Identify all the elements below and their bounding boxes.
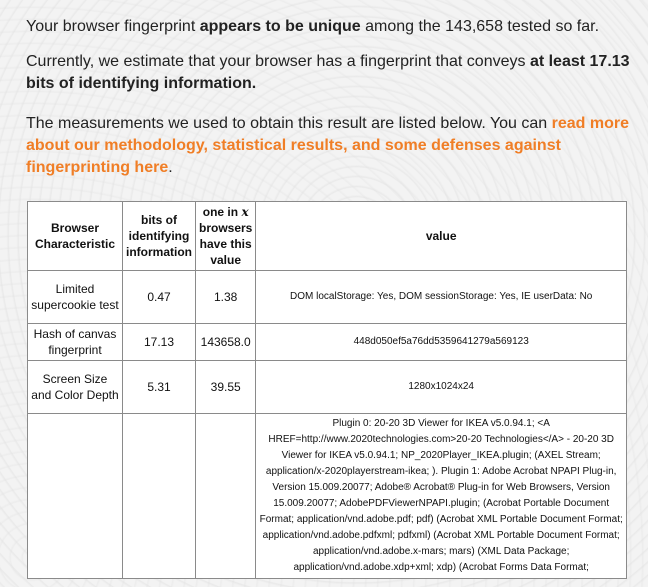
bits-paragraph <box>26 51 632 95</box>
header-one-in-x <box>196 202 256 271</box>
row-one-in <box>196 414 256 579</box>
p1-text-after: among the 143,658 tested so far. <box>360 18 600 35</box>
header-one-in-suffix: browsers have this value <box>199 221 253 267</box>
row-characteristic: Hash of canvas fingerprint <box>28 324 123 361</box>
row-value: DOM localStorage: Yes, DOM sessionStorage: Yes, IE userData: No <box>256 271 627 324</box>
row-one-in: 143658.0 <box>196 324 256 361</box>
header-row <box>28 202 627 271</box>
header-bits: bits of identifying information <box>123 202 196 271</box>
header-one-in-prefix: one in <box>202 205 242 219</box>
p3-text-after: . <box>168 159 173 176</box>
row-one-in: 39.55 <box>196 361 256 414</box>
row-bits: 0.47 <box>123 271 196 324</box>
row-bits <box>123 414 196 579</box>
table-body <box>28 271 627 579</box>
p2-text-before: Currently, we estimate that your browser has a fingerprint that conveys <box>26 53 530 70</box>
table-header <box>28 202 627 271</box>
table-row <box>28 271 627 324</box>
row-characteristic <box>28 414 123 579</box>
p3-text-before: The measurements we used to obtain this result are listed below. You can <box>26 115 552 132</box>
row-value: Plugin 0: 20-20 3D Viewer for IKEA v5.0.94.1; <A HREF=http://www.2020technologies.com>20-20 Technologies</A> - 20-20 3D Viewer for IKEA v5.0.94.1; NP_2020Player_IKEA.plugin; (AXEL Stream; application/x-2020playerstream-ikea; ). Plugin 1: Adobe Acrobat NPAPI Plug-in, Version 15.009.20077; Adobe® Acrobat® Plug-in for Web Browsers, Version 15.009.20077; AdobePDFViewerNPAPI.plugin; (Acrobat Portable Document Format; application/vnd.adobe.pdf; pdf) (Acrobat XML Portable Document Format; application/vnd.adobe.pdfxml; pdfxml) (Acrobat XML Portable Document Format; application/vnd.adobe.x-mars; mars) (XML Data Package; application/vnd.adobe.xdp+xml; xdp) (Acrobat Forms Data Format; <box>256 414 627 579</box>
methodology-link[interactable]: read more about our methodology, statistical results, and some defenses against fingerprinting here <box>26 115 630 176</box>
fingerprint-table <box>27 201 627 579</box>
p2-bold-text: at least 17.13 bits of identifying information. <box>26 53 630 92</box>
row-bits: 17.13 <box>123 324 196 361</box>
row-characteristic: Limited supercookie test <box>28 271 123 324</box>
table-row <box>28 324 627 361</box>
table-row <box>28 361 627 414</box>
p1-bold-text: appears to be unique <box>199 18 361 35</box>
row-bits: 5.31 <box>123 361 196 414</box>
methodology-paragraph <box>26 113 632 179</box>
row-one-in: 1.38 <box>196 271 256 324</box>
p1-text-before: Your browser fingerprint <box>26 18 200 35</box>
row-characteristic: Screen Size and Color Depth <box>28 361 123 414</box>
header-characteristic: Browser Characteristic <box>28 202 123 271</box>
row-value: 1280x1024x24 <box>256 361 627 414</box>
table-row <box>28 414 627 579</box>
uniqueness-paragraph <box>26 16 632 38</box>
row-value: 448d050ef5a76dd5359641279a569123 <box>256 324 627 361</box>
intro-section <box>26 16 632 192</box>
header-value: value <box>256 202 627 271</box>
header-one-in-x-var: x <box>241 205 249 219</box>
